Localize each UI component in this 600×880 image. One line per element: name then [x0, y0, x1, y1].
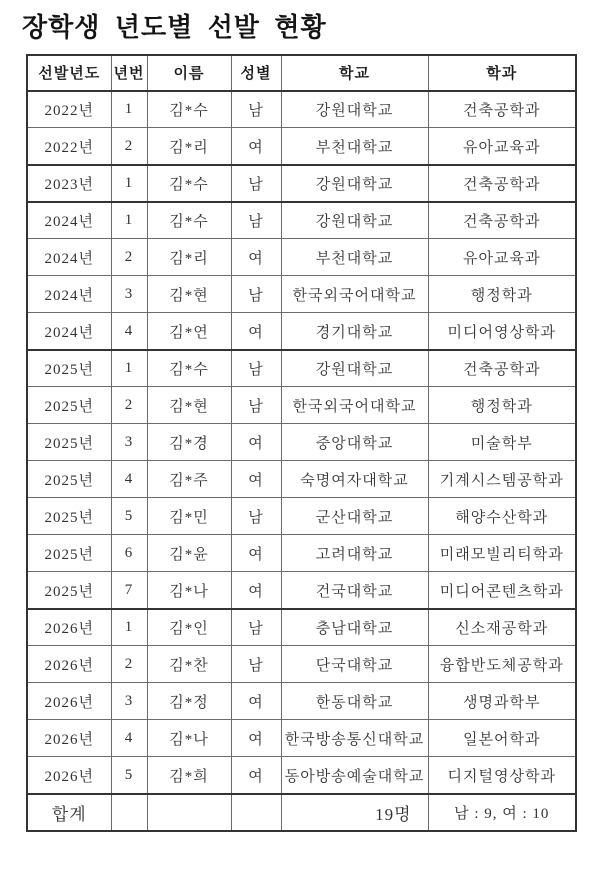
cell-dept: 미디어영상학과 — [428, 313, 576, 350]
cell-dept: 디지털영상학과 — [428, 757, 576, 794]
cell-name: 김*민 — [147, 498, 231, 535]
cell-num: 2 — [111, 646, 147, 683]
cell-year: 2024년 — [27, 276, 111, 313]
table-row — [27, 683, 576, 720]
table-row — [27, 165, 576, 202]
cell-num: 5 — [111, 498, 147, 535]
cell-gender: 남 — [231, 387, 281, 424]
table-footer — [27, 794, 576, 831]
cell-gender: 여 — [231, 683, 281, 720]
cell-year: 2025년 — [27, 498, 111, 535]
cell-year: 2024년 — [27, 239, 111, 276]
cell-name: 김*연 — [147, 313, 231, 350]
cell-dept: 미래모빌리티학과 — [428, 535, 576, 572]
cell-num: 2 — [111, 239, 147, 276]
cell-dept: 건축공학과 — [428, 350, 576, 387]
cell-gender: 남 — [231, 609, 281, 646]
cell-school: 건국대학교 — [281, 572, 428, 609]
cell-num: 3 — [111, 276, 147, 313]
header-row — [27, 55, 576, 91]
cell-gender: 남 — [231, 91, 281, 128]
cell-dept: 미디어콘텐츠학과 — [428, 572, 576, 609]
cell-school: 충남대학교 — [281, 609, 428, 646]
cell-gender: 여 — [231, 128, 281, 165]
cell-num: 1 — [111, 91, 147, 128]
header-gender: 성별 — [231, 55, 281, 91]
cell-name: 김*인 — [147, 609, 231, 646]
cell-name: 김*윤 — [147, 535, 231, 572]
cell-school: 동아방송예술대학교 — [281, 757, 428, 794]
cell-num: 4 — [111, 461, 147, 498]
table-row — [27, 646, 576, 683]
table-row — [27, 461, 576, 498]
table-row — [27, 387, 576, 424]
cell-gender: 남 — [231, 350, 281, 387]
cell-name: 김*경 — [147, 424, 231, 461]
cell-dept: 건축공학과 — [428, 202, 576, 239]
cell-num: 1 — [111, 609, 147, 646]
table-row — [27, 276, 576, 313]
cell-year: 2026년 — [27, 646, 111, 683]
header-selection-year: 선발년도 — [27, 55, 111, 91]
cell-gender: 여 — [231, 757, 281, 794]
table-row — [27, 239, 576, 276]
cell-gender: 남 — [231, 202, 281, 239]
total-count: 19명 — [281, 794, 428, 831]
table-row — [27, 572, 576, 609]
table-row — [27, 720, 576, 757]
cell-name: 김*수 — [147, 91, 231, 128]
cell-year: 2026년 — [27, 609, 111, 646]
cell-dept: 융합반도체공학과 — [428, 646, 576, 683]
cell-gender: 남 — [231, 165, 281, 202]
total-empty-num — [111, 794, 147, 831]
cell-num: 4 — [111, 313, 147, 350]
cell-name: 김*현 — [147, 276, 231, 313]
cell-num: 2 — [111, 128, 147, 165]
table-row — [27, 498, 576, 535]
cell-name: 김*현 — [147, 387, 231, 424]
cell-year: 2025년 — [27, 572, 111, 609]
cell-school: 단국대학교 — [281, 646, 428, 683]
cell-year: 2026년 — [27, 720, 111, 757]
cell-gender: 남 — [231, 646, 281, 683]
cell-school: 숙명여자대학교 — [281, 461, 428, 498]
cell-school: 고려대학교 — [281, 535, 428, 572]
table-row — [27, 350, 576, 387]
cell-dept: 행정학과 — [428, 387, 576, 424]
cell-year: 2025년 — [27, 535, 111, 572]
total-breakdown: 남 : 9, 여 : 10 — [428, 794, 576, 831]
cell-school: 한국방송통신대학교 — [281, 720, 428, 757]
cell-num: 1 — [111, 350, 147, 387]
cell-year: 2022년 — [27, 91, 111, 128]
cell-name: 김*찬 — [147, 646, 231, 683]
cell-gender: 여 — [231, 239, 281, 276]
cell-dept: 유아교육과 — [428, 128, 576, 165]
table-row — [27, 313, 576, 350]
table-row — [27, 91, 576, 128]
cell-year: 2025년 — [27, 387, 111, 424]
cell-name: 김*주 — [147, 461, 231, 498]
cell-gender: 여 — [231, 572, 281, 609]
cell-gender: 여 — [231, 535, 281, 572]
cell-dept: 유아교육과 — [428, 239, 576, 276]
cell-num: 4 — [111, 720, 147, 757]
cell-num: 1 — [111, 202, 147, 239]
cell-name: 김*수 — [147, 202, 231, 239]
table-row — [27, 535, 576, 572]
cell-gender: 여 — [231, 720, 281, 757]
cell-school: 한동대학교 — [281, 683, 428, 720]
cell-school: 강원대학교 — [281, 165, 428, 202]
cell-school: 한국외국어대학교 — [281, 387, 428, 424]
table-row — [27, 757, 576, 794]
cell-dept: 건축공학과 — [428, 91, 576, 128]
cell-gender: 남 — [231, 276, 281, 313]
cell-name: 김*리 — [147, 239, 231, 276]
cell-school: 강원대학교 — [281, 202, 428, 239]
cell-year: 2026년 — [27, 683, 111, 720]
cell-num: 7 — [111, 572, 147, 609]
cell-name: 김*수 — [147, 165, 231, 202]
table-row — [27, 202, 576, 239]
cell-num: 2 — [111, 387, 147, 424]
cell-dept: 신소재공학과 — [428, 609, 576, 646]
cell-dept: 건축공학과 — [428, 165, 576, 202]
table-body — [27, 91, 576, 794]
cell-school: 강원대학교 — [281, 350, 428, 387]
cell-year: 2026년 — [27, 757, 111, 794]
table-row — [27, 609, 576, 646]
cell-year: 2025년 — [27, 461, 111, 498]
header-school: 학교 — [281, 55, 428, 91]
cell-gender: 여 — [231, 313, 281, 350]
cell-dept: 미술학부 — [428, 424, 576, 461]
total-label: 합계 — [27, 794, 111, 831]
header-year-number: 년번 — [111, 55, 147, 91]
header-department: 학과 — [428, 55, 576, 91]
cell-year: 2024년 — [27, 202, 111, 239]
cell-num: 6 — [111, 535, 147, 572]
header-name: 이름 — [147, 55, 231, 91]
cell-num: 3 — [111, 424, 147, 461]
cell-school: 한국외국어대학교 — [281, 276, 428, 313]
cell-gender: 남 — [231, 498, 281, 535]
cell-num: 1 — [111, 165, 147, 202]
cell-year: 2024년 — [27, 313, 111, 350]
cell-gender: 여 — [231, 424, 281, 461]
cell-school: 중앙대학교 — [281, 424, 428, 461]
cell-year: 2025년 — [27, 350, 111, 387]
table-header — [27, 55, 576, 91]
total-empty-name — [147, 794, 231, 831]
cell-name: 김*정 — [147, 683, 231, 720]
cell-dept: 해양수산학과 — [428, 498, 576, 535]
cell-name: 김*수 — [147, 350, 231, 387]
cell-school: 경기대학교 — [281, 313, 428, 350]
cell-year: 2023년 — [27, 165, 111, 202]
cell-year: 2025년 — [27, 424, 111, 461]
total-row — [27, 794, 576, 831]
total-empty-gender — [231, 794, 281, 831]
cell-dept: 생명과학부 — [428, 683, 576, 720]
table-row — [27, 128, 576, 165]
cell-school: 부천대학교 — [281, 128, 428, 165]
cell-dept: 기계시스템공학과 — [428, 461, 576, 498]
cell-dept: 일본어학과 — [428, 720, 576, 757]
cell-dept: 행정학과 — [428, 276, 576, 313]
page-title: 장학생 년도별 선발 현황 — [22, 13, 327, 42]
cell-year: 2022년 — [27, 128, 111, 165]
cell-name: 김*리 — [147, 128, 231, 165]
table-row — [27, 424, 576, 461]
cell-name: 김*희 — [147, 757, 231, 794]
cell-school: 부천대학교 — [281, 239, 428, 276]
cell-name: 김*나 — [147, 720, 231, 757]
cell-num: 5 — [111, 757, 147, 794]
scholarship-table — [26, 54, 577, 832]
cell-school: 군산대학교 — [281, 498, 428, 535]
cell-gender: 여 — [231, 461, 281, 498]
cell-name: 김*나 — [147, 572, 231, 609]
cell-num: 3 — [111, 683, 147, 720]
cell-school: 강원대학교 — [281, 91, 428, 128]
